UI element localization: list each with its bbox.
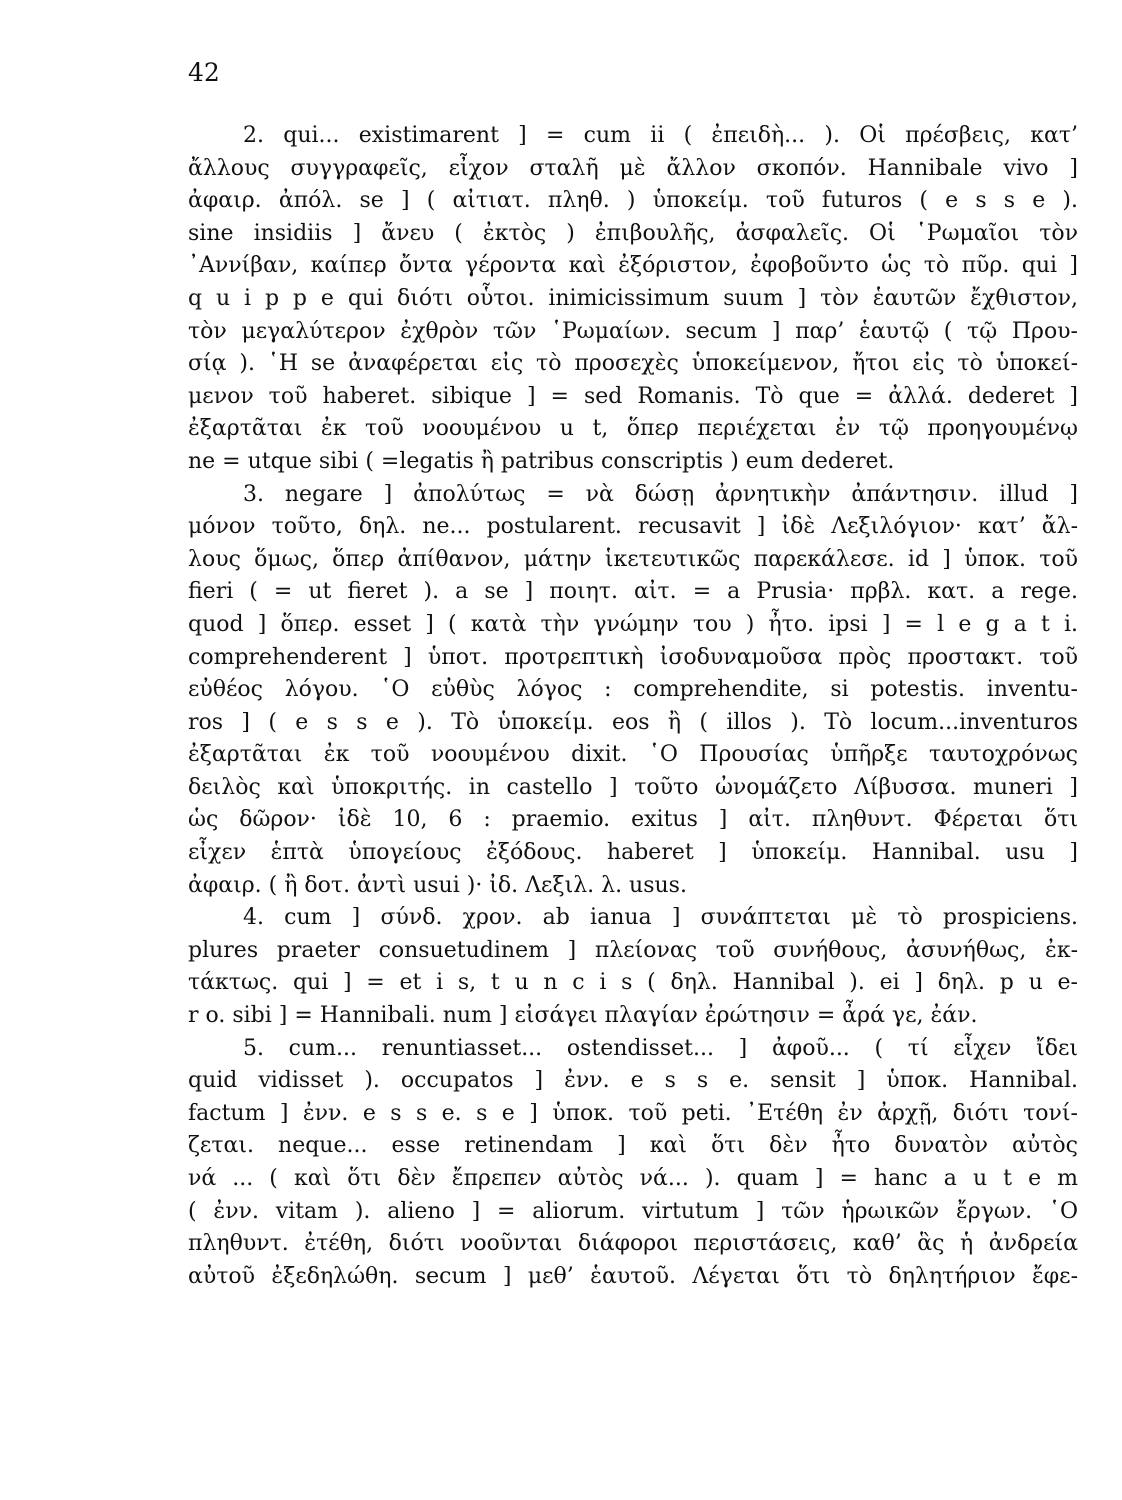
text-line: 4. cum ] σύνδ. χρον. ab ianua ] συνάπτεται μὲ τὸ prospiciens.	[243, 905, 1078, 931]
text-line: 5. cum... renuntiasset... ostendisset... ] ἀφοῦ... ( τί εἶχεν ἴδει	[243, 1035, 1078, 1061]
text-line: πληθυντ. ἐτέθη, διότι νοοῦνται διάφοροι περιστάσεις, καθ’ ἃς ἡ ἀνδρεία	[188, 1231, 1078, 1257]
text-line: ne = utque sibi ( =legatis ἢ patribus conscriptis ) eum dederet.	[188, 448, 895, 474]
text-line: αὐτοῦ ἐξεδηλώθη. secum ] μεθ’ ἑαυτοῦ. Λέγεται ὅτι τὸ δηλητήριον ἔφε-	[188, 1263, 1078, 1289]
text-line: τὸν μεγαλύτερον ἐχθρὸν τῶν ῾Ρωμαίων. secum ] παρ’ ἑαυτῷ ( τῷ Πρου-	[188, 318, 1078, 344]
text-line: plures praeter consuetudinem ] πλείονας τοῦ συνήθους, ἀσυνήθως, ἐκ-	[188, 937, 1078, 963]
text-line: ἀφαιρ. ( ἢ δοτ. ἀντὶ usui )· ἰδ. Λεξιλ. λ. usus.	[188, 872, 687, 898]
text-line: ᾿Αννίβαν, καίπερ ὄντα γέροντα καὶ ἐξόριστον, ἐφοβοῦντο ὡς τὸ πῦρ. qui ]	[188, 253, 1078, 279]
text-line: ἐξαρτᾶται ἐκ τοῦ νοουμένου dixit. ῾Ο Προυσίας ὑπῆρξε ταυτοχρόνως	[188, 742, 1078, 768]
text-line: δειλὸς καὶ ὑποκριτής. in castello ] τοῦτο ὠνομάζετο Λίβυσσα. muneri ]	[188, 774, 1078, 800]
text-line: μενον τοῦ haberet. sibique ] = sed Romanis. Τὸ que = ἀλλά. dederet ]	[188, 383, 1078, 409]
text-line: ἄλλους συγγραφεῖς, εἶχον σταλῆ μὲ ἄλλον σκοπόν. Hannibale vivo ]	[188, 155, 1078, 181]
text-line: εἶχεν ἑπτὰ ὑπογείους ἐξόδους. haberet ] ὑποκείμ. Hannibal. usu ]	[188, 840, 1078, 866]
commentary-text	[188, 120, 1078, 1293]
text-line: νά ... ( καὶ ὅτι δὲν ἔπρεπεν αὐτὸς νά... ). quam ] = hanc a u t e m	[188, 1166, 1078, 1191]
text-line: comprehenderent ] ὑποτ. προτρεπτικὴ ἰσοδυναμοῦσα πρὸς προστακτ. τοῦ	[188, 644, 1078, 670]
text-line: 3. negare ] ἀπολύτως = νὰ δώσῃ ἀρνητικὴν ἀπάντησιν. illud ]	[243, 481, 1078, 507]
text-line: ros ] ( e s s e ). Τὸ ὑποκείμ. eos ἢ ( illos ). Τὸ locum...inventuros	[188, 709, 1078, 735]
page-number: 42	[188, 58, 220, 87]
text-line: ( ἐνν. vitam ). alieno ] = aliorum. virtutum ] τῶν ἡρωικῶν ἔργων. ῾Ο	[188, 1198, 1078, 1224]
text-line: quod ] ὅπερ. esset ] ( κατὰ τὴν γνώμην του ) ἦτο. ipsi ] = l e g a t i.	[188, 611, 1078, 637]
text-line: λους ὅμως, ὅπερ ἀπίθανον, μάτην ἱκετευτικῶς παρεκάλεσε. id ] ὑποκ. τοῦ	[188, 546, 1078, 572]
text-line: τάκτως. qui ] = et i s, t u n c i s ( δηλ. Hannibal ). ei ] δηλ. p u e-	[188, 970, 1078, 996]
text-line: 2. qui... existimarent ] = cum ii ( ἐπειδὴ... ). Οἱ πρέσβεις, κατ’	[243, 123, 1078, 148]
text-line: quid vidisset ). occupatos ] ἐνν. e s s e. sensit ] ὑποκ. Hannibal.	[188, 1068, 1078, 1094]
text-line: factum ] ἐνν. e s s e. s e ] ὑποκ. τοῦ peti. ᾿Ετέθη ἐν ἀρχῇ, διότι τονί-	[188, 1100, 1078, 1126]
text-line: μόνον τοῦτο, δηλ. ne... postularent. recusavit ] ἰδὲ Λεξιλόγιον· κατ’ ἄλ-	[188, 514, 1078, 540]
text-line: ἐξαρτᾶται ἐκ τοῦ νοουμένου u t, ὅπερ περιέχεται ἐν τῷ προηγουμένῳ	[188, 416, 1078, 442]
text-line: fieri ( = ut fieret ). a se ] ποιητ. αἰτ. = a Prusia· πρβλ. κατ. a rege.	[188, 579, 1078, 605]
text-line: q u i p p e qui διότι οὗτοι. inimicissimum suum ] τὸν ἑαυτῶν ἔχθιστον,	[188, 285, 1078, 311]
text-line: ὡς δῶρον· ἰδὲ 10, 6 : praemio. exitus ] αἰτ. πληθυντ. Φέρεται ὅτι	[188, 807, 1078, 833]
text-line: εὐθέος λόγου. ῾Ο εὐθὺς λόγος : comprehendite, si potestis. inventu-	[188, 677, 1078, 703]
text-line: ἀφαιρ. ἀπόλ. se ] ( αἰτιατ. πληθ. ) ὑποκείμ. τοῦ futuros ( e s s e ).	[188, 188, 1078, 214]
text-line: sine insidiis ] ἄνευ ( ἐκτὸς ) ἐπιβουλῆς, ἀσφαλεῖς. Οἱ ῾Ρωμαῖοι τὸν	[188, 220, 1078, 246]
text-line: ζεται. neque... esse retinendam ] καὶ ὅτι δὲν ἦτο δυνατὸν αὐτὸς	[188, 1133, 1078, 1159]
text-line: σίᾳ ). ῾Η se ἀναφέρεται εἰς τὸ προσεχὲς ὑποκείμενον, ἤτοι εἰς τὸ ὑποκεί-	[188, 351, 1078, 377]
text-line: r o. sibi ] = Hannibali. num ] εἰσάγει πλαγίαν ἐρώτησιν = ἆρά γε, ἐάν.	[188, 1003, 978, 1029]
